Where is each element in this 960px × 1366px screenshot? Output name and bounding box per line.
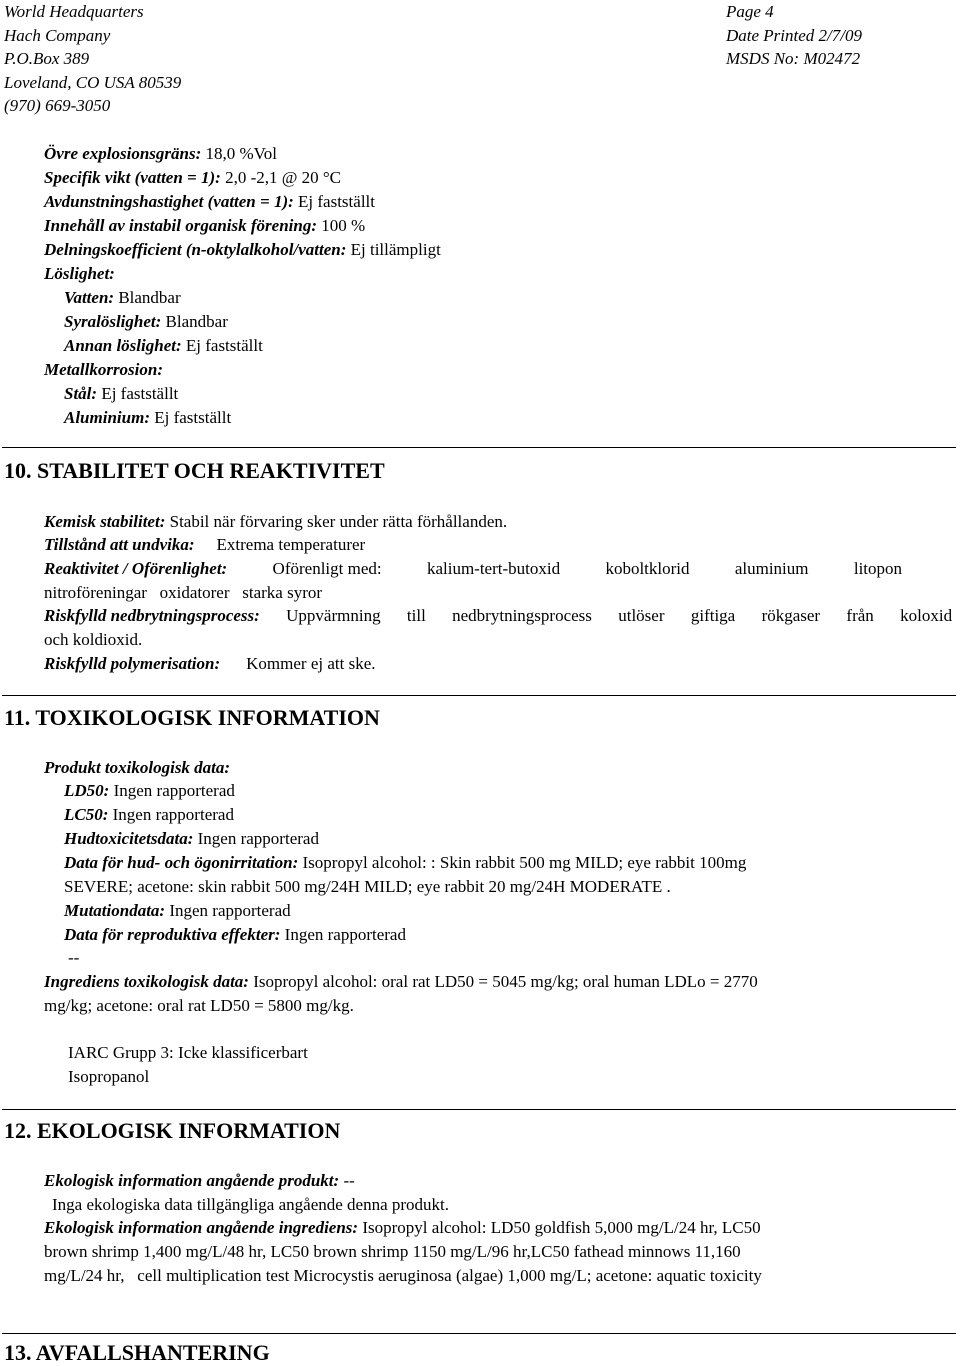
decomposition-word: utlöser xyxy=(618,606,665,625)
dermal-toxicity-row xyxy=(64,829,319,849)
chemical-stability-row xyxy=(44,512,507,532)
field-label: LC50: xyxy=(64,805,109,824)
field-value: Ej tillämpligt xyxy=(346,240,441,259)
company-line-1: World Headquarters xyxy=(4,2,144,21)
company-address-block xyxy=(4,0,181,118)
aluminium-corrosion-row xyxy=(64,408,231,428)
field-value: Isopropyl alcohol: : Skin rabbit 500 mg MILD; eye rabbit 100mg xyxy=(298,853,747,872)
metal-corrosion-heading xyxy=(44,360,163,380)
ingredient-ecology-row xyxy=(44,1218,761,1238)
field-value: Ingen rapporterad xyxy=(109,781,235,800)
field-value: Blandbar xyxy=(161,312,228,331)
field-label: Mutationdata: xyxy=(64,901,166,920)
field-label: Kemisk stabilitet: xyxy=(44,512,166,531)
field-label: Riskfylld nedbrytningsprocess: xyxy=(44,606,260,625)
partition-coefficient-row xyxy=(44,240,441,260)
ld50-row xyxy=(64,781,235,801)
field-value: Kommer ej att ske. xyxy=(246,654,376,673)
ingredient-ecology-continuation-2: mg/L/24 hr, cell multiplication test Microcystis aeruginosa (algae) 1,000 mg/L; acetone: aquatic toxicity xyxy=(44,1266,762,1285)
field-value: Ingen rapporterad xyxy=(280,925,406,944)
skin-eye-irritation-row xyxy=(64,853,746,873)
field-value: Isopropyl alcohol: oral rat LD50 = 5045 mg/kg; oral human LDLo = 2770 xyxy=(248,972,758,991)
field-label: Tillstånd att undvika: xyxy=(44,535,195,554)
reactivity-word: koboltklorid xyxy=(605,559,690,578)
field-label: Syralöslighet: xyxy=(64,312,162,331)
field-label: Hudtoxicitetsdata: xyxy=(64,829,194,848)
ingredient-toxicology-continuation: mg/kg; acetone: oral rat LD50 = 5800 mg/kg. xyxy=(44,996,354,1015)
field-value: Isopropyl alcohol: LD50 goldfish 5,000 mg/L/24 hr, LC50 xyxy=(358,1218,761,1237)
msds-number: MSDS No: M02472 xyxy=(726,49,861,68)
date-printed: Date Printed 2/7/09 xyxy=(726,25,862,45)
decomposition-word: giftiga xyxy=(690,606,736,625)
decomposition-word: koloxid xyxy=(900,606,953,625)
field-label: Aluminium: xyxy=(64,408,150,427)
upper-explosion-limit-row xyxy=(44,144,277,164)
decomposition-word: till xyxy=(406,606,426,625)
steel-corrosion-row xyxy=(64,384,178,404)
decomposition-word: rökgaser xyxy=(761,606,821,625)
field-value: Ej fastställt xyxy=(181,336,263,355)
voc-content-row xyxy=(44,216,365,236)
field-label: Reaktivitet / Oförenlighet: xyxy=(44,559,228,578)
document-info-block xyxy=(726,0,862,71)
company-line-2: Hach Company xyxy=(4,25,111,45)
lc50-row xyxy=(64,805,234,825)
section-divider xyxy=(2,1333,956,1334)
hazardous-polymerization-row xyxy=(44,654,376,674)
evaporation-rate-row xyxy=(44,192,375,212)
page-number: Page 4 xyxy=(726,2,774,21)
field-label: Riskfylld polymerisation: xyxy=(44,654,221,673)
field-value: Stabil när förvaring sker under rätta förhållanden. xyxy=(165,512,508,531)
field-value: Ej fastställt xyxy=(149,408,232,427)
field-label: Övre explosionsgräns: xyxy=(44,144,202,163)
field-label: Vatten: xyxy=(64,288,115,307)
irritation-continuation: SEVERE; acetone: skin rabbit 500 mg/24H MILD; eye rabbit 20 mg/24H MODERATE . xyxy=(64,877,671,896)
reactivity-word: Oförenligt med: xyxy=(272,559,382,578)
section-11-title: 11. TOXIKOLOGISK INFORMATION xyxy=(4,705,380,730)
field-label: Löslighet: xyxy=(44,264,115,283)
field-value: Ej fastställt xyxy=(97,384,179,403)
reactivity-word: aluminium xyxy=(734,559,809,578)
field-value: Ingen rapporterad xyxy=(108,805,234,824)
field-value: 18,0 %Vol xyxy=(201,144,277,163)
field-label: Innehåll av instabil organisk förening: xyxy=(44,216,318,235)
product-ecology-note: Inga ekologiska data tillgängliga angående denna produkt. xyxy=(52,1195,450,1214)
field-label: Specifik vikt (vatten = 1): xyxy=(44,168,221,187)
section-12-title: 12. EKOLOGISK INFORMATION xyxy=(4,1118,341,1143)
decomposition-word: Uppvärmning xyxy=(286,606,381,625)
field-value: Ingen rapporterad xyxy=(165,901,291,920)
solubility-heading xyxy=(44,264,115,284)
conditions-to-avoid-row xyxy=(44,535,365,555)
field-label: Ekologisk information angående ingrediens: xyxy=(44,1218,359,1237)
field-label: Delningskoefficient (n-oktylalkohol/vatten: xyxy=(44,240,347,259)
field-label: Avdunstningshastighet (vatten = 1): xyxy=(44,192,294,211)
field-value: 100 % xyxy=(317,216,366,235)
field-label: Data för reproduktiva effekter: xyxy=(64,925,281,944)
reproductive-effects-row xyxy=(64,925,406,945)
product-toxicology-heading xyxy=(44,758,230,778)
field-label: Produkt toxikologisk data: xyxy=(44,758,231,777)
field-value: Extrema temperaturer xyxy=(216,535,366,554)
field-value: Ej fastställt xyxy=(293,192,375,211)
specific-gravity-row xyxy=(44,168,341,188)
field-label: Ingrediens toxikologisk data: xyxy=(44,972,249,991)
ingredient-ecology-continuation-1: brown shrimp 1,400 mg/L/48 hr, LC50 brown shrimp 1150 mg/L/96 hr,LC50 fathead minnows 11,160 xyxy=(44,1242,741,1261)
separator-dash: -- xyxy=(68,948,80,967)
reactivity-continuation: nitroföreningar oxidatorer starka syror xyxy=(44,583,323,602)
hazardous-decomposition-row xyxy=(44,606,952,626)
reactivity-word: litopon xyxy=(853,559,903,578)
field-label: Metallkorrosion: xyxy=(44,360,164,379)
field-label: Ekologisk information angående produkt: xyxy=(44,1171,340,1190)
decomposition-word: nedbrytningsprocess xyxy=(452,606,592,625)
field-label: Stål: xyxy=(64,384,98,403)
company-line-4: Loveland, CO USA 80539 xyxy=(4,72,182,92)
section-divider xyxy=(2,695,956,696)
product-ecology-row xyxy=(44,1171,355,1191)
section-divider xyxy=(2,447,956,448)
decomposition-continuation: och koldioxid. xyxy=(44,630,143,649)
company-line-3: P.O.Box 389 xyxy=(4,49,90,68)
section-10-title: 10. STABILITET OCH REAKTIVITET xyxy=(4,458,385,483)
field-label: Data för hud- och ögonirritation: xyxy=(64,853,299,872)
iarc-classification: IARC Grupp 3: Icke klassificerbart xyxy=(68,1043,308,1062)
other-solubility-row xyxy=(64,336,263,356)
field-label: Annan löslighet: xyxy=(64,336,182,355)
section-divider xyxy=(2,1109,956,1110)
field-value: -- xyxy=(339,1171,355,1190)
reactivity-word: kalium-tert-butoxid xyxy=(426,559,561,578)
iarc-substance: Isopropanol xyxy=(68,1067,150,1086)
field-value: Blandbar xyxy=(114,288,181,307)
acid-solubility-row xyxy=(64,312,228,332)
section-13-title: 13. AVFALLSHANTERING xyxy=(4,1340,270,1365)
decomposition-word: från xyxy=(846,606,874,625)
field-value: Ingen rapporterad xyxy=(193,829,319,848)
water-solubility-row xyxy=(64,288,181,308)
mutation-data-row xyxy=(64,901,291,921)
field-value: 2,0 -2,1 @ 20 °C xyxy=(220,168,342,187)
reactivity-row xyxy=(44,559,902,579)
ingredient-toxicology-row xyxy=(44,972,758,992)
field-label: LD50: xyxy=(64,781,110,800)
company-line-5: (970) 669-3050 xyxy=(4,96,111,115)
